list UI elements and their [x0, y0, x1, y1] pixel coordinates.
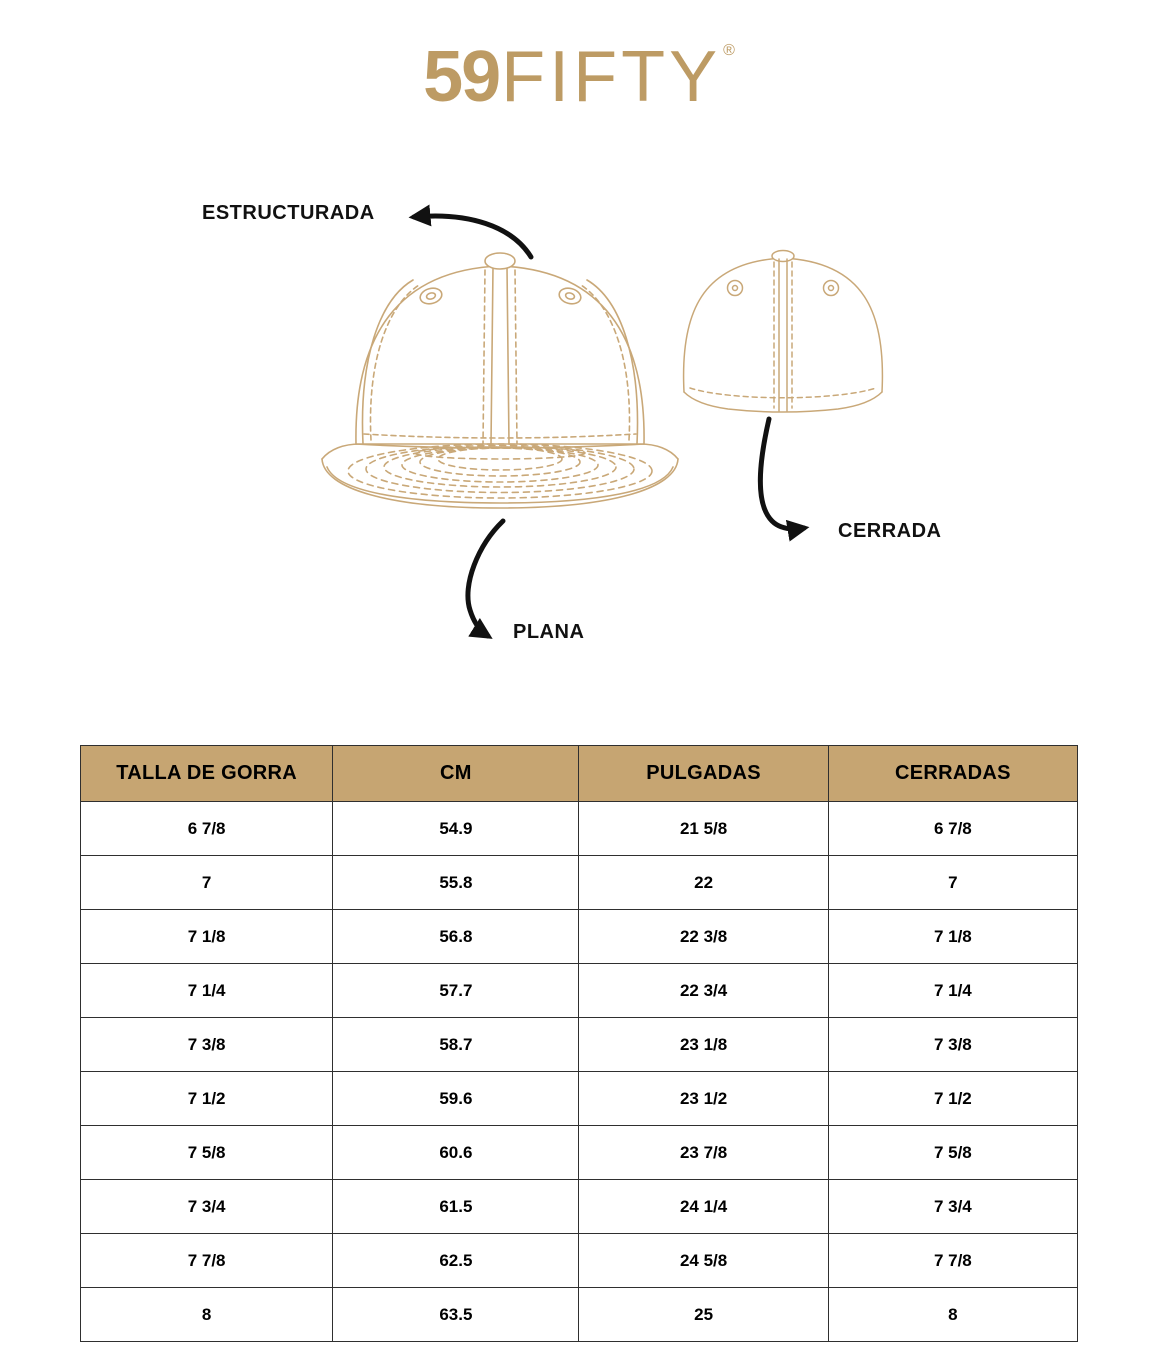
table-row — [81, 910, 1078, 964]
table-cell: 61.5 — [333, 1180, 579, 1234]
table-cell: 7 3/8 — [828, 1018, 1077, 1072]
table-cell: 22 3/8 — [579, 910, 828, 964]
cap-diagram — [0, 150, 1156, 690]
table-cell: 7 — [81, 856, 333, 910]
table-cell: 23 1/2 — [579, 1072, 828, 1126]
table-cell: 7 1/4 — [828, 964, 1077, 1018]
table-cell: 7 1/8 — [81, 910, 333, 964]
logo-fifty: FIFTY — [501, 37, 722, 117]
brand-logo — [0, 36, 1156, 118]
table-cell: 57.7 — [333, 964, 579, 1018]
table-cell: 7 1/2 — [828, 1072, 1077, 1126]
table-row — [81, 1018, 1078, 1072]
size-table — [80, 745, 1078, 1342]
table-cell: 8 — [81, 1288, 333, 1342]
table-cell: 25 — [579, 1288, 828, 1342]
arrow-closed-icon — [760, 419, 804, 529]
table-row — [81, 1072, 1078, 1126]
table-row — [81, 802, 1078, 856]
arrow-flat-icon — [468, 521, 503, 636]
table-cell: 7 3/8 — [81, 1018, 333, 1072]
table-cell: 23 1/8 — [579, 1018, 828, 1072]
table-row — [81, 1180, 1078, 1234]
table-cell: 7 — [828, 856, 1077, 910]
size-table-body — [81, 802, 1078, 1342]
cap-back-illustration — [684, 251, 883, 413]
table-cell: 6 7/8 — [828, 802, 1077, 856]
label-flat: PLANA — [513, 621, 585, 643]
table-row — [81, 1288, 1078, 1342]
label-structured: ESTRUCTURADA — [202, 202, 375, 224]
table-cell: 21 5/8 — [579, 802, 828, 856]
table-cell: 23 7/8 — [579, 1126, 828, 1180]
table-cell: 7 3/4 — [81, 1180, 333, 1234]
table-cell: 59.6 — [333, 1072, 579, 1126]
column-header-cap-size: TALLA DE GORRA — [81, 746, 333, 802]
logo-59: 59 — [423, 37, 500, 117]
table-row — [81, 1234, 1078, 1288]
table-cell: 22 — [579, 856, 828, 910]
table-cell: 22 3/4 — [579, 964, 828, 1018]
cap-front-illustration — [322, 253, 678, 508]
table-cell: 7 7/8 — [81, 1234, 333, 1288]
arrow-structured-icon — [414, 216, 531, 257]
table-cell: 62.5 — [333, 1234, 579, 1288]
registered-trademark-icon: ® — [723, 42, 735, 59]
table-cell: 7 1/2 — [81, 1072, 333, 1126]
table-cell: 55.8 — [333, 856, 579, 910]
table-row — [81, 856, 1078, 910]
table-row — [81, 964, 1078, 1018]
table-cell: 7 1/4 — [81, 964, 333, 1018]
table-cell: 24 5/8 — [579, 1234, 828, 1288]
column-header-fitted: CERRADAS — [828, 746, 1077, 802]
table-cell: 6 7/8 — [81, 802, 333, 856]
table-cell: 7 3/4 — [828, 1180, 1077, 1234]
table-cell: 58.7 — [333, 1018, 579, 1072]
table-cell: 7 5/8 — [81, 1126, 333, 1180]
table-cell: 63.5 — [333, 1288, 579, 1342]
table-cell: 60.6 — [333, 1126, 579, 1180]
column-header-cm: CM — [333, 746, 579, 802]
table-cell: 56.8 — [333, 910, 579, 964]
table-cell: 54.9 — [333, 802, 579, 856]
table-cell: 7 1/8 — [828, 910, 1077, 964]
table-row — [81, 1126, 1078, 1180]
table-cell: 7 7/8 — [828, 1234, 1077, 1288]
table-cell: 7 5/8 — [828, 1126, 1077, 1180]
label-closed: CERRADA — [838, 520, 942, 542]
size-table-header — [81, 746, 1078, 802]
table-cell: 24 1/4 — [579, 1180, 828, 1234]
column-header-inches: PULGADAS — [579, 746, 828, 802]
table-cell: 8 — [828, 1288, 1077, 1342]
